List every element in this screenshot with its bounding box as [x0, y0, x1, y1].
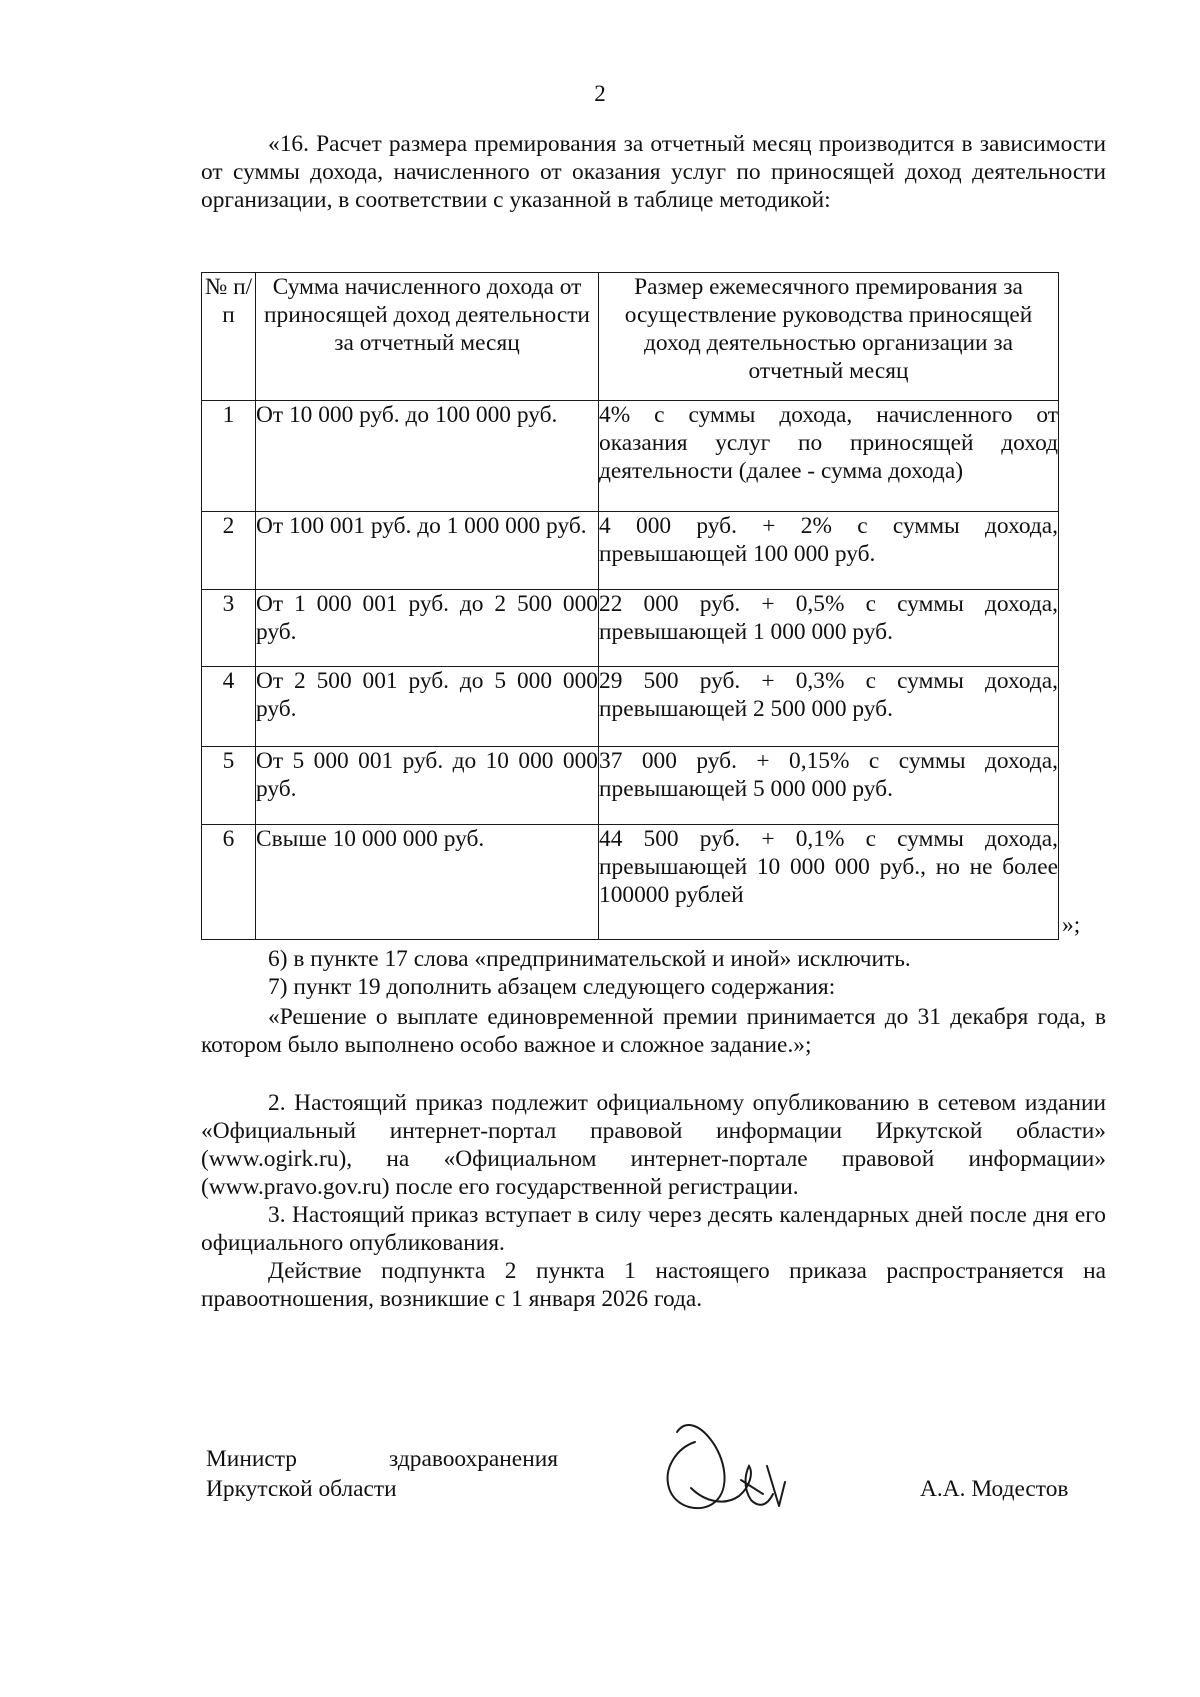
decision-paragraph: «Решение о выплате единовременной премии принимается до 31 декабря года, в котором было выполнено особо важное и сложное задание.»; [201, 1004, 1106, 1058]
row-number: 3 [202, 590, 256, 667]
retroactive-paragraph: Действие подпункта 2 пункта 1 настоящего приказа распространяется на правоотношения, возникшие с 1 января 2026 года. [201, 1258, 1106, 1312]
row-bonus-size: 37 000 руб. + 0,15% с суммы дохода, превышающей 5 000 000 руб. [599, 747, 1059, 825]
signatory-title-word-1: Министр [206, 1446, 297, 1472]
closing-section [201, 1089, 1106, 1313]
table-row [202, 667, 1059, 747]
row-number: 2 [202, 512, 256, 590]
item-7: 7) пункт 19 дополнить абзацем следующего содержания: [268, 974, 836, 1000]
table-row [202, 512, 1059, 590]
intro-section [201, 130, 1106, 214]
bonus-table-wrapper [201, 272, 1059, 940]
item-6: 6) в пункте 17 слова «предпринимательской и иной» исключить. [268, 946, 911, 972]
row-bonus-size: 29 500 руб. + 0,3% с суммы дохода, превышающей 2 500 000 руб. [599, 667, 1059, 747]
row-bonus-size: 4% с суммы дохода, начисленного от оказания услуг по приносящей доход деятельности (далее - сумма дохода) [599, 401, 1059, 512]
row-income-range: От 10 000 руб. до 100 000 руб. [256, 401, 599, 512]
table-header-row [202, 273, 1059, 401]
signatory-title-line-1 [206, 1444, 558, 1474]
header-income-range: Сумма начисленного дохода от приносящей доход деятельности за отчетный месяц [256, 273, 599, 401]
table-row [202, 401, 1059, 512]
publication-paragraph: 2. Настоящий приказ подлежит официальному опубликованию в сетевом издании «Официальный интернет-портал правовой информации Иркутской области» (www.ogirk.ru), на «Официальном интернет-портале правовой информации» (www.pravo.gov.ru) после его государственной регистрации. [201, 1090, 1106, 1200]
handwritten-signature [655, 1410, 795, 1520]
table-row [202, 747, 1059, 825]
row-number: 4 [202, 667, 256, 747]
amendment-items [201, 945, 1106, 1001]
row-income-range: Свыше 10 000 000 руб. [256, 825, 599, 940]
row-income-range: От 100 001 руб. до 1 000 000 руб. [256, 512, 599, 590]
row-number: 1 [202, 401, 256, 512]
bonus-table [201, 272, 1059, 940]
row-bonus-size: 22 000 руб. + 0,5% с суммы дохода, превышающей 1 000 000 руб. [599, 590, 1059, 667]
row-number: 6 [202, 825, 256, 940]
signatory-title [206, 1444, 558, 1504]
decision-section [201, 1003, 1106, 1059]
signatory-title-line-2: Иркутской области [206, 1476, 397, 1502]
signatory-title-word-2: здравоохранения [389, 1446, 558, 1472]
signatory-name: А.А. Модестов [920, 1476, 1069, 1502]
row-bonus-size: 4 000 руб. + 2% с суммы дохода, превышающей 100 000 руб. [599, 512, 1059, 590]
row-number: 5 [202, 747, 256, 825]
table-row [202, 590, 1059, 667]
table-row [202, 825, 1059, 940]
page-number: 2 [594, 81, 606, 106]
header-bonus-size: Размер ежемесячного премирования за осуществление руководства приносящей доход деятельностью организации за отчетный месяц [599, 273, 1059, 401]
header-number: № п/п [202, 273, 256, 401]
row-income-range: От 1 000 001 руб. до 2 500 000 руб. [256, 590, 599, 667]
row-bonus-size: 44 500 руб. + 0,1% с суммы дохода, превышающей 10 000 000 руб., но не более 100000 рублей [599, 825, 1059, 940]
intro-paragraph: «16. Расчет размера премирования за отчетный месяц производится в зависимости от суммы дохода, начисленного от оказания услуг по приносящей доход деятельности организации, в соответствии с указанной в таблице методикой: [201, 131, 1106, 213]
row-income-range: От 5 000 001 руб. до 10 000 000 руб. [256, 747, 599, 825]
row-income-range: От 2 500 001 руб. до 5 000 000 руб. [256, 667, 599, 747]
effective-date-paragraph: 3. Настоящий приказ вступает в силу через десять календарных дней после дня его официального опубликования. [201, 1202, 1106, 1256]
table-closing-quote: »; [1062, 912, 1081, 938]
